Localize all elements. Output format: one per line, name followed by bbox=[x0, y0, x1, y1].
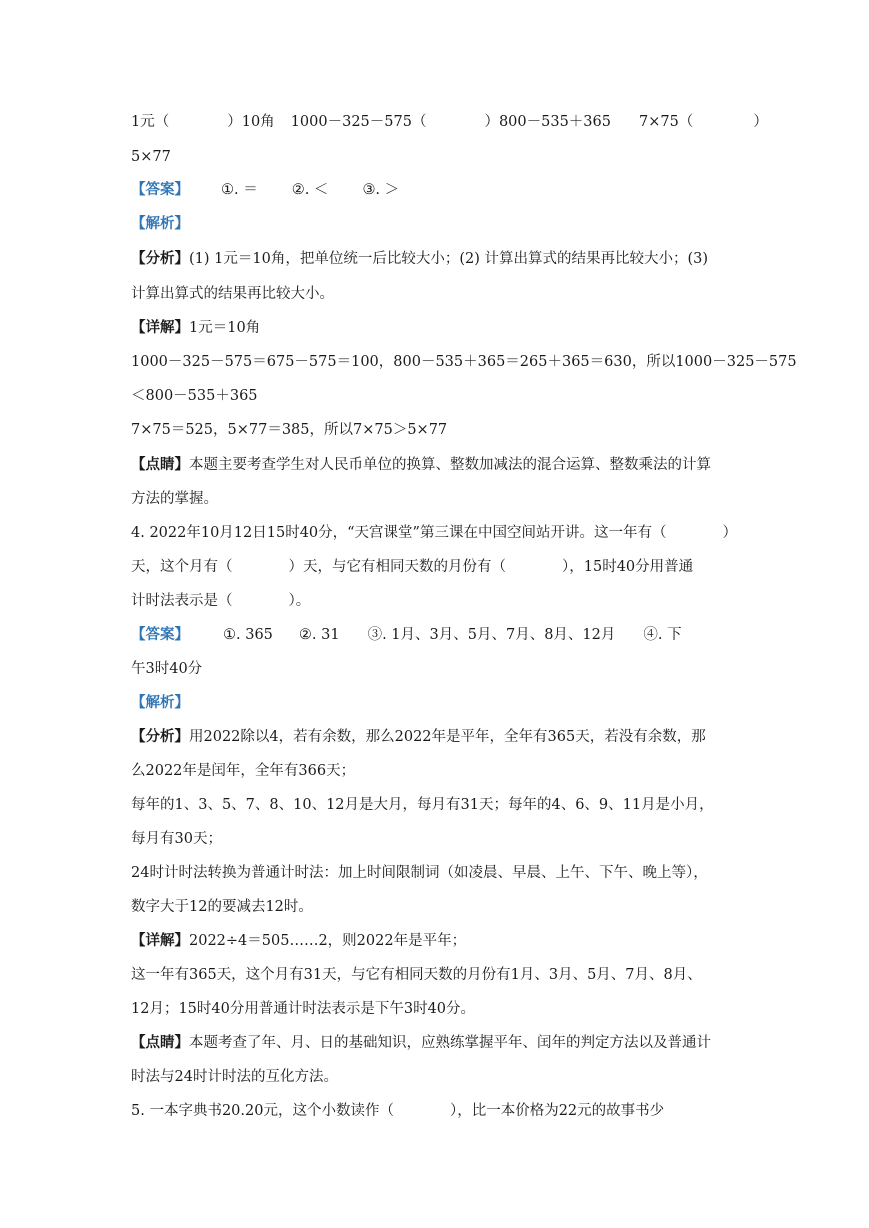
q3-dianjing-cont: 方法的掌握。 bbox=[131, 491, 218, 507]
q4-fenxi-line-3: 每年的1、3、5、7、8、10、12月是大月，每月有31天；每年的4、6、9、11月是小月， bbox=[131, 797, 714, 813]
q4-dianjing-cont: 时法与24时计时法的互化方法。 bbox=[131, 1069, 338, 1085]
dianjing-label: 【点睛】 bbox=[131, 1034, 189, 1051]
q4-fenxi-line-4: 每月有30天； bbox=[131, 831, 222, 847]
q4-question-line-3 bbox=[131, 591, 741, 611]
fenxi-label: 【分析】 bbox=[131, 728, 189, 745]
q3-item-2-right: ）800－535＋365 bbox=[484, 114, 611, 130]
q4-text: 4. 2022年10月12日15时40分，“天宫课堂”第三课在中国空间站开讲。这一年有（ bbox=[131, 525, 667, 541]
q4-question-line-2 bbox=[131, 557, 741, 577]
xiangjie-text: 1元＝10角 bbox=[189, 320, 261, 336]
q4-xiangjie-line-2: 这一年有365天，这个月有31天，与它有相同天数的月份有1月、3月、5月、7月、8月、 bbox=[131, 967, 702, 983]
analysis-label: 【解析】 bbox=[131, 694, 189, 711]
answer-item: ②. 31 bbox=[298, 627, 340, 643]
q4-xiangjie bbox=[131, 931, 741, 951]
q5-text: 5. 一本字典书20.20元，这个小数读作（ bbox=[131, 1103, 394, 1119]
dianjing-text: 本题考查了年、月、日的基础知识，应熟练掌握平年、闰年的判定方法以及普通计 bbox=[189, 1035, 711, 1051]
fenxi-text: (1) 1元＝10角，把单位统一后比较大小；(2) 计算出算式的结果再比较大小；(3) bbox=[189, 251, 709, 267]
dianjing-label: 【点睛】 bbox=[131, 456, 189, 473]
answer-item: ①. 365 bbox=[223, 627, 273, 643]
xiangjie-label: 【详解】 bbox=[131, 932, 189, 949]
q4-text: 计时法表示是（ bbox=[131, 593, 233, 609]
q3-fenxi bbox=[131, 249, 741, 269]
dianjing-text: 本题主要考查学生对人民币单位的换算、整数加减法的混合运算、整数乘法的计算 bbox=[189, 457, 711, 473]
q3-item-3-left: 7×75（ bbox=[638, 114, 694, 130]
q4-text: ），15时40分用普通 bbox=[562, 559, 694, 575]
q4-answer-cont: 午3时40分 bbox=[131, 661, 203, 677]
q4-text: ）天，与它有相同天数的月份有（ bbox=[288, 559, 506, 575]
answer-item: ③. 1月、3月、5月、7月、8月、12月 bbox=[367, 627, 616, 643]
q4-fenxi bbox=[131, 727, 741, 747]
q3-item-1-right: ）10角 bbox=[227, 114, 275, 130]
analysis-label: 【解析】 bbox=[131, 215, 189, 232]
q3-xiangjie bbox=[131, 318, 741, 338]
q4-answer bbox=[131, 625, 741, 645]
q4-text: ）。 bbox=[288, 593, 311, 609]
answer-label: 【答案】 bbox=[131, 626, 189, 643]
q3-xiangjie-line-4: 7×75＝525，5×77＝385，所以7×75＞5×77 bbox=[131, 422, 448, 438]
q3-dianjing bbox=[131, 455, 741, 475]
q3-xiangjie-line-2: 1000－325－575＝675－575＝100，800－535＋365＝265＋365＝630，所以1000－325－575 bbox=[131, 354, 797, 370]
q4-text: ） bbox=[722, 525, 737, 541]
q3-comparison-line bbox=[131, 112, 768, 132]
q4-dianjing bbox=[131, 1033, 741, 1053]
xiangjie-label: 【详解】 bbox=[131, 319, 189, 336]
q5-text: ），比一本价格为22元的故事书少 bbox=[449, 1103, 665, 1119]
fenxi-label: 【分析】 bbox=[131, 250, 189, 267]
q3-item-1-left: 1元（ bbox=[131, 114, 170, 130]
q4-fenxi-line-2: 么2022年是闰年，全年有366天； bbox=[131, 763, 356, 779]
q4-question-line-1 bbox=[131, 523, 741, 543]
q3-xiangjie-line-3: ＜800－535＋365 bbox=[131, 388, 258, 404]
q4-text: 天，这个月有（ bbox=[131, 559, 233, 575]
q3-fenxi-cont: 计算出算式的结果再比较大小。 bbox=[131, 286, 334, 302]
q4-xiangjie-line-3: 12月；15时40分用普通计时法表示是下午3时40分。 bbox=[131, 1001, 476, 1017]
q5-question-line-1 bbox=[131, 1101, 741, 1121]
answer-item: ①. ＝ bbox=[221, 182, 258, 198]
answer-item: ③. ＞ bbox=[362, 182, 400, 198]
answer-item: ④. 下 bbox=[643, 627, 682, 643]
answer-label: 【答案】 bbox=[131, 181, 189, 198]
xiangjie-text: 2022÷4＝505……2，则2022年是平年； bbox=[189, 933, 467, 949]
fenxi-text: 用2022除以4，若有余数，那么2022年是平年，全年有365天，若没有余数，那 bbox=[189, 729, 706, 745]
q3-item-2-left: 1000－325－575（ bbox=[290, 114, 427, 130]
q4-fenxi-line-6: 数字大于12的要减去12时。 bbox=[131, 899, 313, 915]
q3-answer bbox=[131, 180, 741, 200]
q4-fenxi-line-5: 24时计时法转换为普通计时法：加上时间限制词（如凌晨、早晨、上午、下午、晚上等）， bbox=[131, 865, 708, 881]
q3-comparison-line-2: 5×77 bbox=[131, 149, 171, 165]
q3-item-3-right: ） bbox=[753, 114, 768, 130]
answer-item: ②. ＜ bbox=[291, 182, 329, 198]
